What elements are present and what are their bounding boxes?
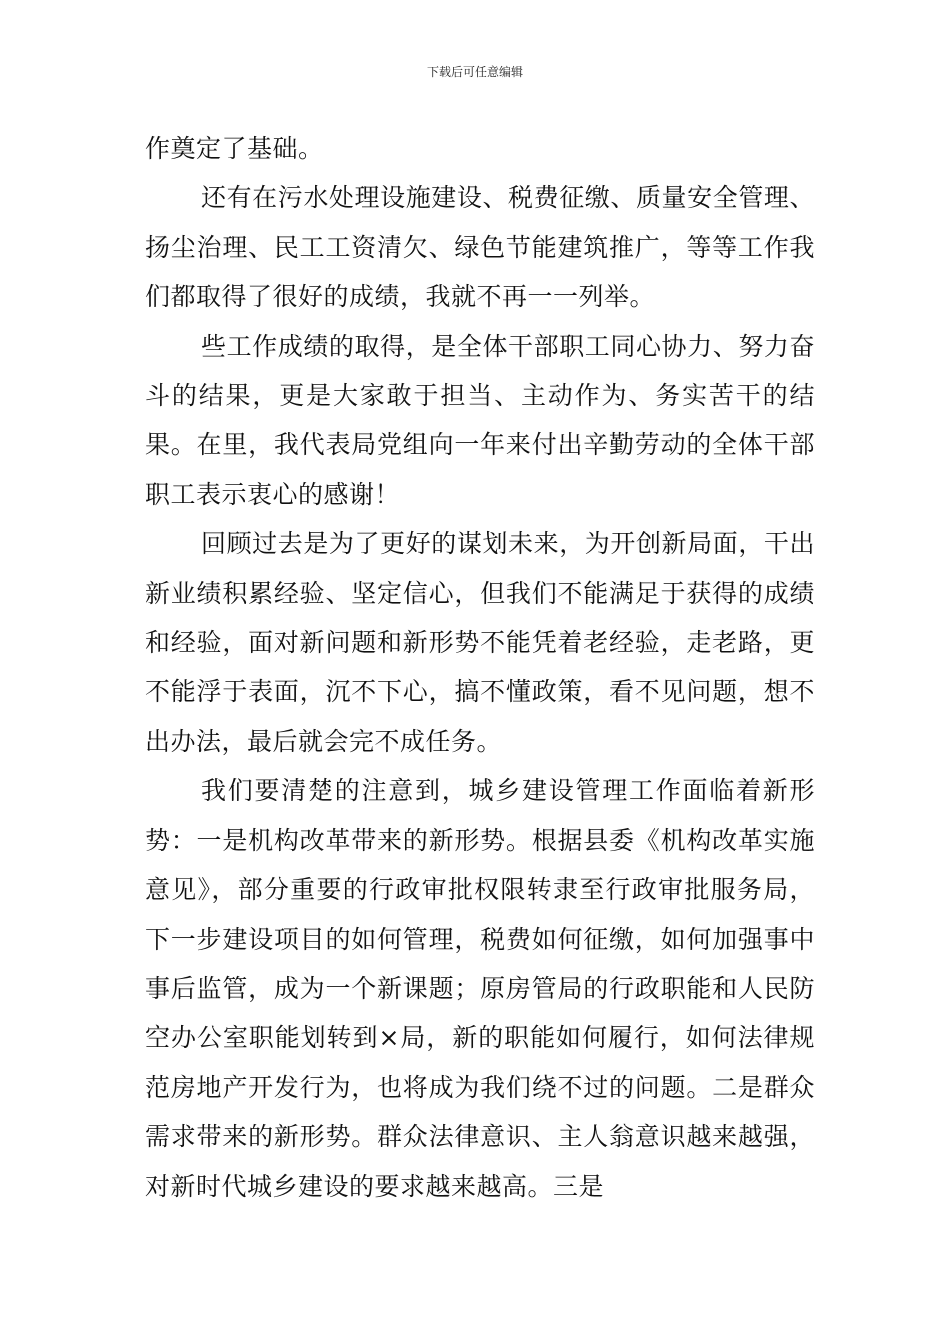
document-body (145, 124, 815, 1211)
paragraph-4: 回顾过去是为了更好的谋划未来，为开创新局面，干出新业绩积累经验、坚定信心，但我们不能满足于获得的成绩和经验，面对新问题和新形势不能凭着老经验，走老路，更不能浮于表面，沉不下心，搞不懂政策，看不见问题，想不出办法，最后就会完不成任务。 (145, 529, 815, 756)
page-header-note: 下载后可任意编辑 (426, 65, 523, 79)
paragraph-2: 还有在污水处理设施建设、税费征缴、质量安全管理、扬尘治理、民工工资清欠、绿色节能建筑推广，等等工作我们都取得了很好的成绩，我就不再一一列举。 (145, 183, 815, 312)
paragraph-1: 作奠定了基础。 (145, 134, 324, 163)
paragraph-3: 些工作成绩的取得，是全体干部职工同心协力、努力奋斗的结果，更是大家敢于担当、主动作为、务实苦干的结果。在里，我代表局党组向一年来付出辛勤劳动的全体干部职工表示衷心的感谢！ (145, 331, 815, 509)
paragraph-5: 我们要清楚的注意到，城乡建设管理工作面临着新形势：一是机构改革带来的新形势。根据县委《机构改革实施意见》，部分重要的行政审批权限转隶至行政审批服务局，下一步建设项目的如何管理，税费如何征缴，如何加强事中事后监管，成为一个新课题；原房管局的行政职能和人民防空办公室职能划转到×局，新的职能如何履行，如何法律规范房地产开发行为，也将成为我们绕不过的问题。二是群众需求带来的新形势。群众法律意识、主人翁意识越来越强，对新时代城乡建设的要求越来越高。三是 (145, 776, 815, 1201)
